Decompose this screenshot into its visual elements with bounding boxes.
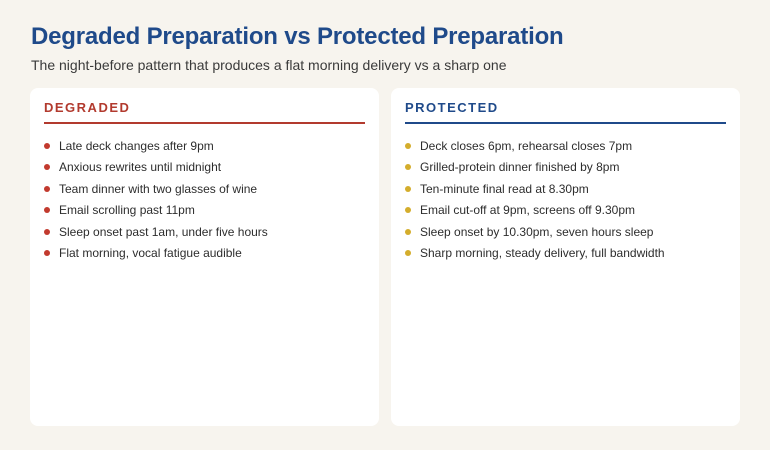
list-item-text: Sharp morning, steady delivery, full bandwidth: [420, 246, 665, 261]
degraded-panel: [30, 88, 379, 426]
list-item-text: Email cut-off at 9pm, screens off 9.30pm: [420, 203, 635, 218]
degraded-list: [44, 135, 365, 264]
bullet-dot-icon: [405, 229, 411, 235]
list-item-text: Sleep onset by 10.30pm, seven hours sleep: [420, 224, 654, 239]
list-item-text: Grilled-protein dinner finished by 8pm: [420, 160, 620, 175]
list-item: [405, 178, 726, 200]
list-item: [405, 221, 726, 243]
list-item-text: Anxious rewrites until midnight: [59, 160, 222, 175]
list-item-text: Email scrolling past 11pm: [59, 203, 195, 218]
bullet-dot-icon: [405, 250, 411, 256]
list-item-text: Late deck changes after 9pm: [59, 138, 214, 153]
bullet-dot-icon: [405, 143, 411, 149]
list-item: [44, 243, 365, 265]
list-item: [44, 178, 365, 200]
protected-heading: PROTECTED: [405, 100, 726, 124]
list-item: [44, 221, 365, 243]
bullet-dot-icon: [44, 250, 50, 256]
bullet-dot-icon: [44, 207, 50, 213]
list-item-text: Flat morning, vocal fatigue audible: [59, 246, 242, 261]
bullet-dot-icon: [44, 164, 50, 170]
list-item: [44, 135, 365, 157]
protected-panel: [391, 88, 740, 426]
list-item: [44, 157, 365, 179]
list-item-text: Deck closes 6pm, rehearsal closes 7pm: [420, 138, 633, 153]
list-item: [405, 200, 726, 222]
list-item: [405, 135, 726, 157]
protected-list: [405, 135, 726, 264]
degraded-heading: DEGRADED: [44, 100, 365, 124]
list-item: [44, 200, 365, 222]
bullet-dot-icon: [405, 186, 411, 192]
bullet-dot-icon: [405, 164, 411, 170]
bullet-dot-icon: [44, 229, 50, 235]
list-item: [405, 243, 726, 265]
list-item-text: Sleep onset past 1am, under five hours: [59, 224, 268, 239]
list-item-text: Ten-minute final read at 8.30pm: [420, 181, 589, 196]
bullet-dot-icon: [44, 143, 50, 149]
page-subtitle: The night-before pattern that produces a flat morning delivery vs a sharp one: [31, 57, 507, 73]
list-item-text: Team dinner with two glasses of wine: [59, 181, 258, 196]
page-title: Degraded Preparation vs Protected Preparation: [31, 23, 564, 50]
bullet-dot-icon: [405, 207, 411, 213]
bullet-dot-icon: [44, 186, 50, 192]
list-item: [405, 157, 726, 179]
